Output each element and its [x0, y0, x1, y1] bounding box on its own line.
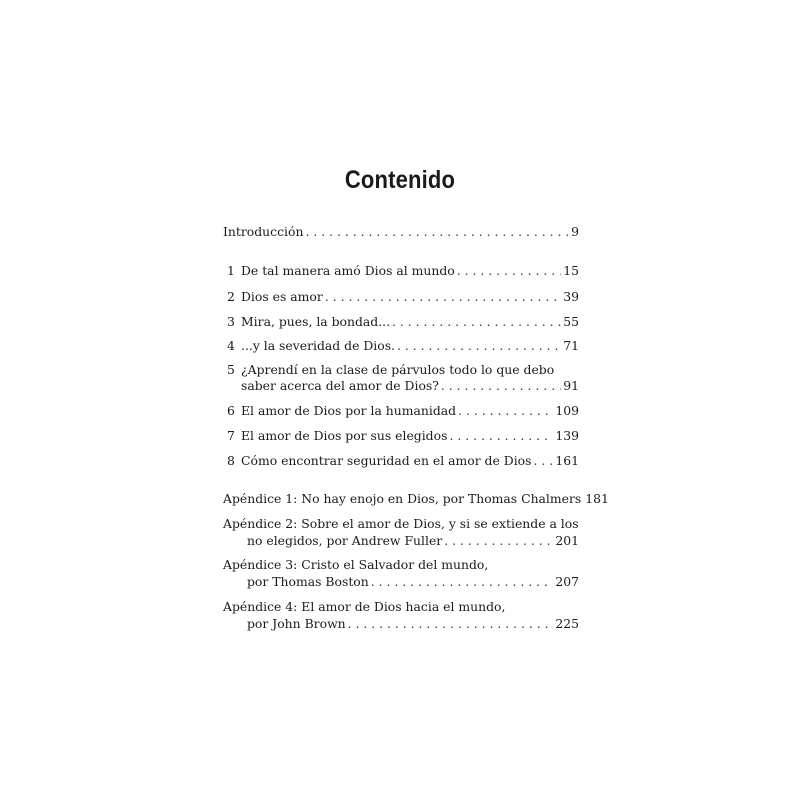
chapter-number: 7	[227, 428, 235, 443]
toc-chapter-row	[223, 288, 579, 306]
appendix-title: Apéndice 2: Sobre el amor de Dios, y si se extiende a los	[223, 516, 579, 531]
toc-chapter-row	[223, 427, 579, 445]
toc-chapter-row	[223, 337, 579, 355]
chapter-title: El amor de Dios por sus elegidos	[241, 428, 448, 443]
dot-leader	[533, 452, 553, 470]
toc-chapter-row	[223, 452, 579, 470]
chapter-page: 161	[555, 453, 579, 468]
chapter-page: 91	[563, 378, 579, 393]
chapter-title: ...y la severidad de Dios.	[241, 338, 395, 353]
dot-leader	[397, 337, 561, 355]
toc-chapter-row	[223, 262, 579, 280]
appendix-page: 207	[555, 574, 579, 589]
dot-leader	[449, 427, 553, 445]
dot-leader	[325, 288, 561, 306]
chapter-page: 71	[563, 338, 579, 353]
dot-leader	[305, 223, 569, 241]
appendix-title: Apéndice 1: No hay enojo en Dios, por Thomas Chalmers	[223, 491, 582, 506]
toc-appendix-row-continued	[223, 615, 579, 633]
dot-leader	[444, 532, 553, 550]
chapter-number: 6	[227, 403, 235, 418]
chapter-page: 55	[563, 314, 579, 329]
dot-leader	[458, 402, 553, 420]
appendix-title-continued: por Thomas Boston	[247, 574, 369, 589]
appendix-page: 181	[585, 491, 609, 506]
chapter-number: 2	[227, 289, 235, 304]
toc-appendix-row	[223, 556, 579, 574]
appendix-page: 225	[555, 616, 579, 631]
chapter-number: 4	[227, 338, 235, 353]
chapter-page: 139	[555, 428, 579, 443]
toc-intro-title: Introducción	[223, 224, 304, 239]
chapter-page: 39	[563, 289, 579, 304]
chapter-title: ¿Aprendí en la clase de párvulos todo lo que debo	[241, 362, 555, 377]
toc-appendix-row	[223, 490, 609, 508]
dot-leader	[457, 262, 561, 280]
toc-appendix-row-continued	[223, 532, 579, 550]
chapter-title: Cómo encontrar seguridad en el amor de Dios	[241, 453, 532, 468]
toc-appendix-row	[223, 515, 579, 533]
appendix-title: Apéndice 3: Cristo el Salvador del mundo,	[223, 557, 489, 572]
chapter-number: 3	[227, 314, 235, 329]
appendix-title: Apéndice 4: El amor de Dios hacia el mundo,	[223, 599, 506, 614]
chapter-page: 109	[555, 403, 579, 418]
chapter-number: 5	[227, 362, 235, 377]
dot-leader	[348, 615, 554, 633]
toc-chapter-row	[223, 402, 579, 420]
chapter-number: 1	[227, 263, 235, 278]
dot-leader	[441, 377, 561, 395]
appendix-page: 201	[555, 533, 579, 548]
chapter-title: De tal manera amó Dios al mundo	[241, 263, 455, 278]
chapter-title: Mira, pues, la bondad...	[241, 314, 391, 329]
chapter-title-continued: saber acerca del amor de Dios?	[241, 378, 439, 393]
toc-chapter-row-continued	[223, 377, 579, 395]
dot-leader	[392, 313, 561, 331]
chapter-title: Dios es amor	[241, 289, 323, 304]
toc-appendix-row	[223, 598, 579, 616]
appendix-title-continued: por John Brown	[247, 616, 346, 631]
chapter-page: 15	[563, 263, 579, 278]
appendix-title-continued: no elegidos, por Andrew Fuller	[247, 533, 443, 548]
toc-intro-page: 9	[571, 224, 579, 239]
chapter-title: El amor de Dios por la humanidad	[241, 403, 457, 418]
dot-leader	[371, 573, 554, 591]
chapter-number: 8	[227, 453, 235, 468]
toc-appendix-row-continued	[223, 573, 579, 591]
page-title: Contenido	[344, 166, 456, 194]
toc-intro-row	[223, 223, 579, 241]
toc-chapter-row	[223, 313, 579, 331]
